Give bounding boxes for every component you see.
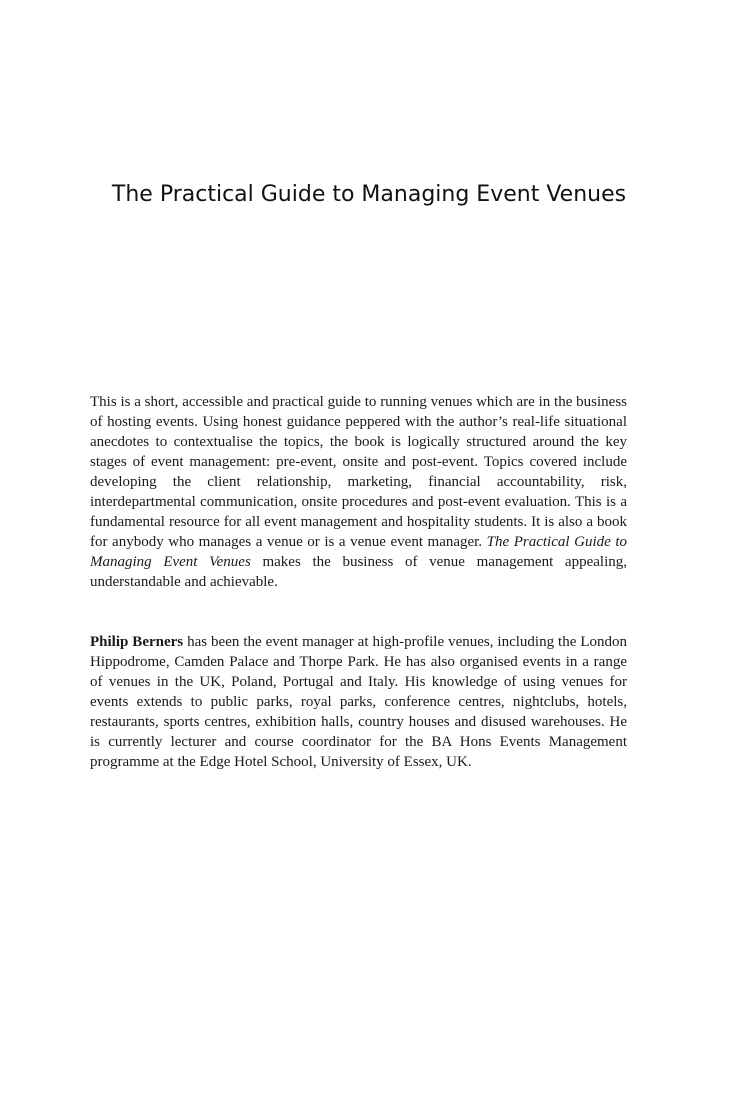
- description-text-part2: makes the business of venue management appealing, understandable and achievable.: [90, 554, 627, 590]
- author-name: Philip Berners: [90, 634, 184, 650]
- description-book-title: The Practical Guide to Managing Event Venues: [90, 534, 627, 570]
- book-description: [90, 392, 627, 592]
- page-title: The Practical Guide to Managing Event Venues: [111, 182, 627, 207]
- author-bio-text: has been the event manager at high-profile venues, including the London Hippodrome, Camden Palace and Thorpe Park. He has also organised events in a range of venues in the UK, Poland, Portugal and Italy. His knowledge of using venues for events extends to public parks, royal parks, conference centres, nightclubs, hotels, restaurants, sports centres, exhibition halls, country houses and disused warehouses. He is currently lecturer and course coordinator for the BA Hons Events Management programme at the Edge Hotel School, University of Essex, UK.: [90, 634, 628, 770]
- description-text-part1: This is a short, accessible and practical guide to running venues which are in the business of hosting events. Using honest guidance peppered with the author’s real-life situational anecdotes to contextualise the topics, the book is logically structured around the key stages of event management: pre-event, onsite and post-event. Topics covered include developing the client relationship, marketing, financial accountability, risk, interdepartmental communication, onsite procedures and post-event evaluation. This is a fundamental resource for all event management and hospitality students. It is also a book for anybody who manages a venue or is a venue event manager.: [90, 394, 627, 550]
- author-bio: [90, 632, 627, 772]
